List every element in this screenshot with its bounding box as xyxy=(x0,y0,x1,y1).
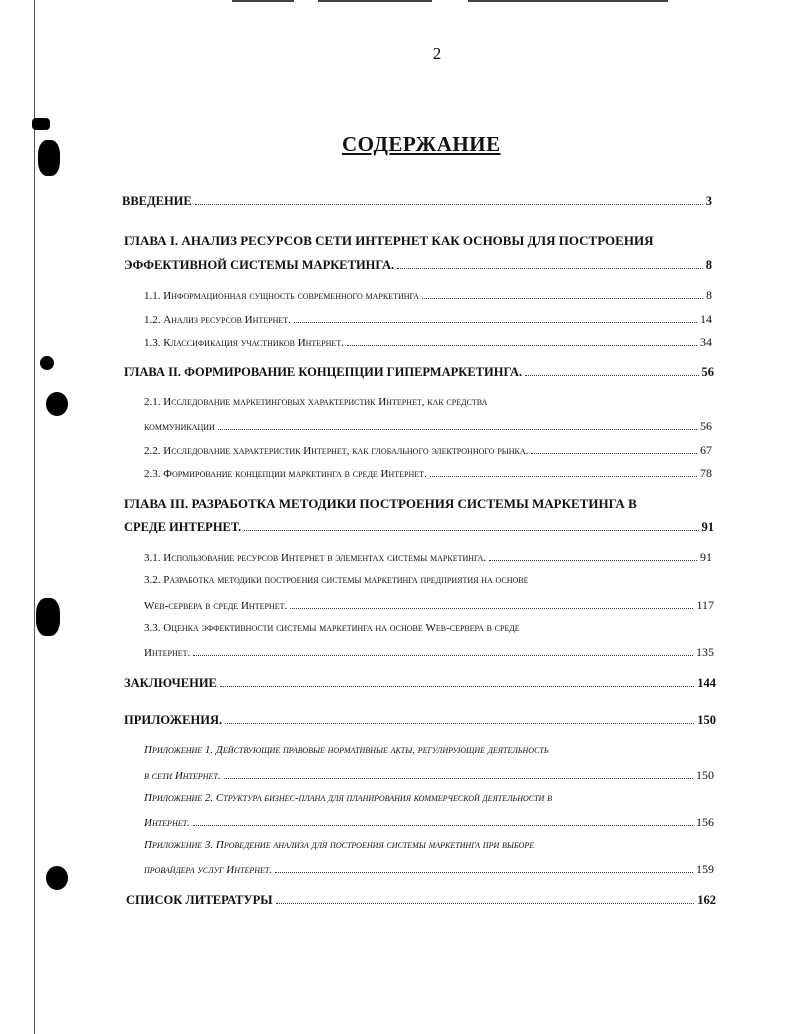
dot-leader xyxy=(347,345,697,346)
toc-section-3-1[interactable] xyxy=(144,550,712,565)
toc-entry-literature[interactable] xyxy=(126,893,716,908)
dot-leader xyxy=(224,778,693,779)
toc-appendix-3-line1[interactable]: Приложение 3. Проведение анализа для построения системы маркетинга при выборе xyxy=(144,839,535,851)
toc-section-2-1-line1[interactable]: 2.1. Исследование маркетинговых характеристик Интернет, как средства xyxy=(144,396,488,408)
dot-leader xyxy=(193,825,693,826)
toc-page-number: 150 xyxy=(696,768,714,782)
toc-appendix-1-line1[interactable]: Приложение 1. Действующие правовые нормативные акты, регулирующие деятельность xyxy=(144,744,549,756)
toc-section-3-2-line1[interactable]: 3.2. Разработка методики построения системы маркетинга предприятия на основе xyxy=(144,574,529,586)
toc-entry-title: ЭФФЕКТИВНОЙ СИСТЕМЫ МАРКЕТИНГА. xyxy=(124,258,395,272)
toc-page-number: 14 xyxy=(700,312,712,326)
toc-entry-title: ЗАКЛЮЧЕНИЕ xyxy=(124,676,217,690)
toc-entry-title: СПИСОК ЛИТЕРАТУРЫ xyxy=(126,893,273,907)
toc-entry-title: Web-сервера в среде Интернет. xyxy=(144,600,288,612)
dot-leader xyxy=(294,322,697,323)
dot-leader xyxy=(430,476,697,477)
toc-entry-title: 1.1. Информационная сущность современного маркетинга xyxy=(144,290,420,302)
dot-leader xyxy=(244,530,698,531)
toc-entry-title: ПРИЛОЖЕНИЯ. xyxy=(124,713,223,727)
punch-hole-mark xyxy=(46,392,68,416)
toc-page-number: 135 xyxy=(696,645,714,659)
toc-entry-intro[interactable] xyxy=(122,194,712,209)
toc-chapter-3[interactable] xyxy=(124,520,714,535)
punch-hole-mark xyxy=(38,140,60,176)
toc-page-number: 162 xyxy=(697,893,716,907)
toc-entry-title: 2.3. Формирование концепции маркетинга в среде Интернет. xyxy=(144,468,427,480)
toc-appendix-2-line1[interactable]: Приложение 2. Структура бизнес-плана для планирования коммерческой деятельности в xyxy=(144,792,552,804)
toc-appendix-1[interactable] xyxy=(144,768,714,783)
scan-edge-mark xyxy=(468,0,668,2)
toc-section-2-3[interactable] xyxy=(144,466,712,481)
toc-entry-title: Интернет. xyxy=(144,647,191,659)
toc-entry-title: 2.2. Исследование характеристик Интернет, как глобального электронного рынка. xyxy=(144,445,529,457)
dot-leader xyxy=(525,375,698,376)
toc-page-number: 91 xyxy=(700,550,712,564)
binding-margin-line xyxy=(34,0,35,1034)
toc-section-3-3[interactable] xyxy=(144,645,714,660)
dot-leader xyxy=(193,655,693,656)
toc-page-number: 78 xyxy=(700,466,712,480)
scan-edge-mark xyxy=(318,0,432,2)
toc-chapter-3-line1[interactable]: ГЛАВА III. РАЗРАБОТКА МЕТОДИКИ ПОСТРОЕНИЯ СИСТЕМЫ МАРКЕТИНГА В xyxy=(124,496,637,511)
punch-hole-mark xyxy=(32,118,50,130)
dot-leader xyxy=(276,903,695,904)
dot-leader xyxy=(290,608,693,609)
toc-appendix-3[interactable] xyxy=(144,862,714,877)
toc-page-number: 3 xyxy=(705,194,712,208)
toc-entry-title: в сети Интернет. xyxy=(144,770,221,782)
toc-entry-title: 1.2. Анализ ресурсов Интернет. xyxy=(144,314,291,326)
toc-entry-title: ГЛАВА II. ФОРМИРОВАНИЕ КОНЦЕПЦИИ ГИПЕРМАРКЕТИНГА. xyxy=(124,365,523,379)
dot-leader xyxy=(220,686,694,687)
dot-leader xyxy=(397,268,703,269)
toc-entry-title: Интернет. xyxy=(144,817,190,829)
toc-entry-conclusion[interactable] xyxy=(124,676,716,691)
toc-entry-title: коммуникации xyxy=(144,421,215,433)
dot-leader xyxy=(195,204,703,205)
toc-entry-title: 3.1. Использование ресурсов Интернет в элементах системы маркетинга. xyxy=(144,552,487,564)
toc-entry-title: ВВЕДЕНИЕ xyxy=(122,194,192,208)
page-number: 2 xyxy=(432,44,442,63)
toc-entry-appendices[interactable] xyxy=(124,713,716,728)
toc-page-number: 56 xyxy=(701,365,714,379)
toc-section-3-3-line1[interactable]: 3.3. Оценка эффективности системы маркетинга на основе Web-сервера в среде xyxy=(144,622,520,634)
punch-hole-mark xyxy=(46,866,68,890)
scan-edge-mark xyxy=(232,0,294,2)
toc-page-number: 159 xyxy=(696,862,714,876)
toc-page-number: 56 xyxy=(700,419,712,433)
toc-section-1-2[interactable] xyxy=(144,312,712,327)
dot-leader xyxy=(489,560,697,561)
dot-leader xyxy=(531,453,697,454)
toc-page-number: 156 xyxy=(696,815,714,829)
toc-chapter-1-line1[interactable]: ГЛАВА I. АНАЛИЗ РЕСУРСОВ СЕТИ ИНТЕРНЕТ КАК ОСНОВЫ ДЛЯ ПОСТРОЕНИЯ xyxy=(124,233,654,248)
toc-entry-title: СРЕДЕ ИНТЕРНЕТ. xyxy=(124,520,242,534)
toc-entry-title: провайдера услуг Интернет. xyxy=(144,864,273,876)
toc-section-3-2[interactable] xyxy=(144,598,714,613)
toc-page-number: 150 xyxy=(697,713,716,727)
dot-leader xyxy=(218,429,697,430)
toc-section-2-1[interactable] xyxy=(144,419,712,434)
toc-title: СОДЕРЖАНИЕ xyxy=(342,132,501,156)
toc-section-2-2[interactable] xyxy=(144,443,712,458)
toc-section-1-1[interactable] xyxy=(144,288,712,303)
toc-chapter-2[interactable] xyxy=(124,365,714,380)
toc-page-number: 8 xyxy=(705,258,712,272)
toc-page-number: 34 xyxy=(700,335,712,349)
toc-page-number: 91 xyxy=(701,520,714,534)
toc-appendix-2[interactable] xyxy=(144,815,714,830)
dot-leader xyxy=(225,723,694,724)
punch-hole-mark xyxy=(40,356,54,370)
toc-entry-title: 1.3. Классификация участников Интернет. xyxy=(144,337,344,349)
toc-chapter-1[interactable] xyxy=(124,258,712,273)
toc-page-number: 144 xyxy=(697,676,716,690)
toc-page-number: 67 xyxy=(700,443,712,457)
punch-hole-mark xyxy=(36,598,60,636)
dot-leader xyxy=(422,298,703,299)
toc-page-number: 117 xyxy=(696,598,714,612)
dot-leader xyxy=(275,872,693,873)
toc-section-1-3[interactable] xyxy=(144,335,712,350)
toc-page-number: 8 xyxy=(706,288,712,302)
